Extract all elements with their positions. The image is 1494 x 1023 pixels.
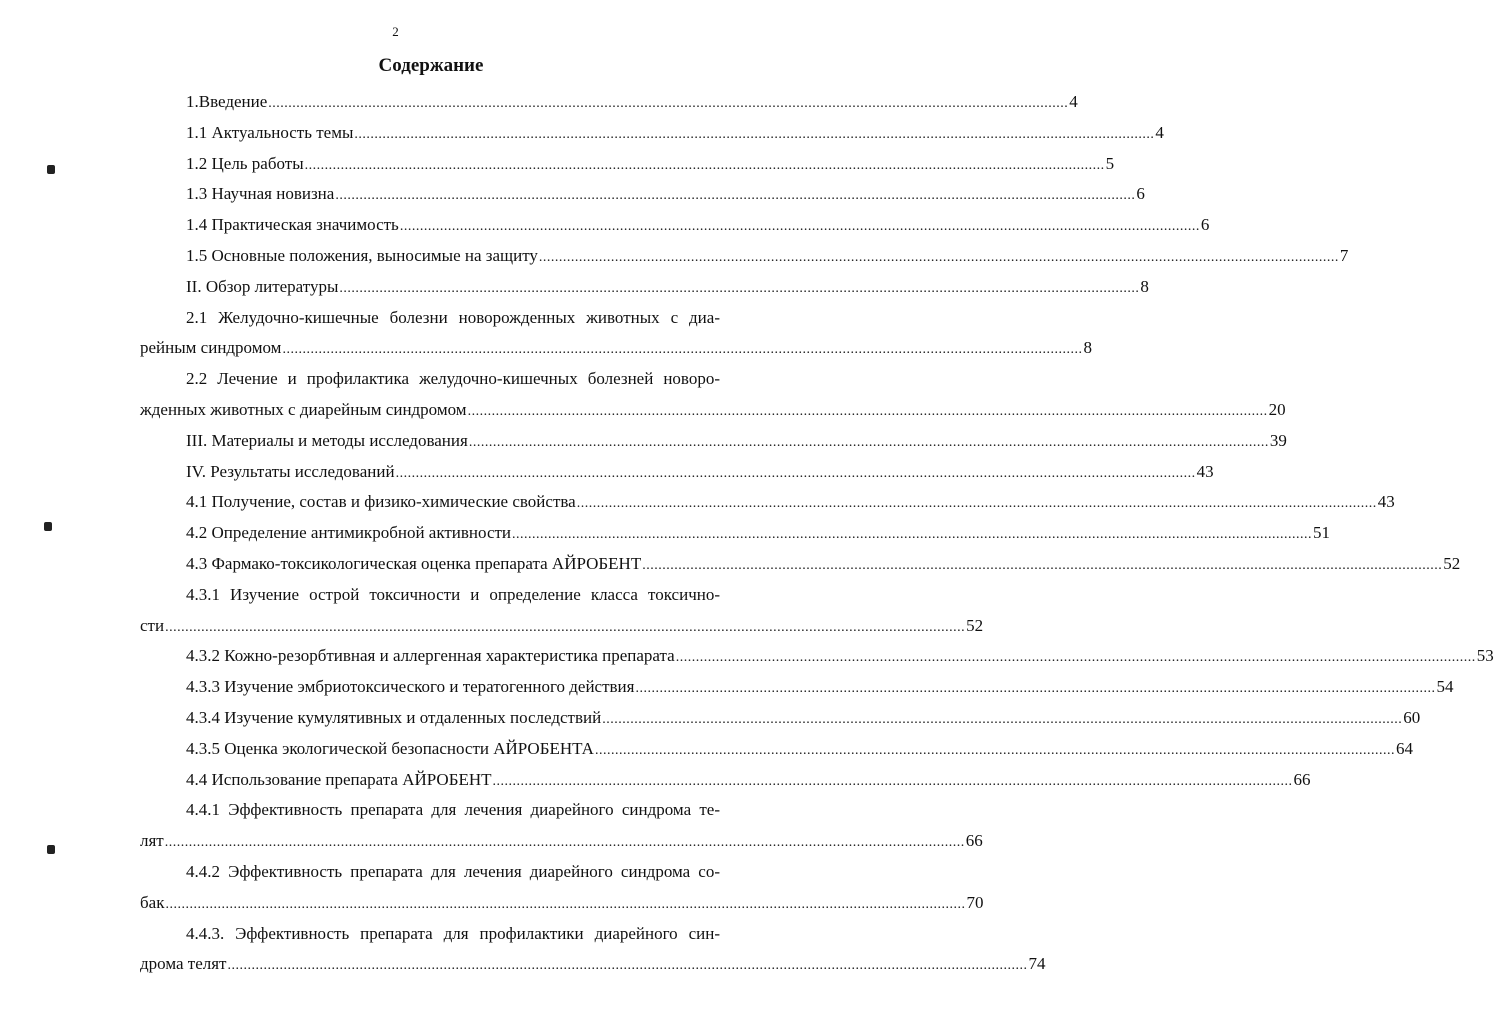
toc-entry-text: IV. Результаты исследований <box>186 461 395 481</box>
toc-page-number: 43 <box>1196 461 1214 481</box>
toc-entry-text: сти <box>140 615 165 635</box>
toc-entry-text: 1.5 Основные положения, выносимые на защиту <box>186 246 538 265</box>
toc-entry-text: 1.2 Цель работы <box>186 153 304 173</box>
toc-page-number: 54 <box>1436 677 1454 697</box>
toc-page-number: 64 <box>1395 738 1413 758</box>
toc-entry-text: рейным синдромом <box>140 338 282 358</box>
toc-entry-text: 4.4.2 Эффективность препарата для лечения диарейного синдрома со- <box>186 862 720 881</box>
toc-entry <box>140 891 984 915</box>
toc-entry-line1 <box>140 798 720 822</box>
toc-entry <box>140 460 1214 484</box>
toc-page-number: 74 <box>1028 954 1046 974</box>
dot-leader: ........................................................................................................................................................................................................ <box>602 712 1403 727</box>
page-number: 2 <box>392 24 399 39</box>
toc-entry-line1 <box>140 922 720 946</box>
toc-entry-text: 4.3.5 Оценка экологической безопасности АЙРОБЕНТА <box>186 738 594 758</box>
toc-entry <box>140 552 1461 576</box>
toc-page-number: 52 <box>966 615 984 635</box>
toc-page-number: 53 <box>1476 646 1494 666</box>
toc-entry-text: 4.2 Определение антимикробной активности <box>186 523 512 543</box>
toc-page-number: 4 <box>1155 122 1164 142</box>
dot-leader: ........................................................................................................................................................................................................ <box>395 465 1196 481</box>
dot-leader: ........................................................................................................................................................................................................ <box>642 558 1443 573</box>
scan-artifact <box>47 845 55 854</box>
toc-page-number: 4 <box>1069 92 1078 111</box>
toc-page-number: 8 <box>1140 276 1149 296</box>
scan-artifact <box>44 522 52 531</box>
toc-page-number: 8 <box>1083 338 1092 358</box>
toc-entry <box>140 398 1286 422</box>
dot-leader: ........................................................................................................................................................................................................ <box>468 434 1269 450</box>
toc-entry-text: 4.3.4 Изучение кумулятивных и отдаленных последствий <box>186 708 602 727</box>
toc-entry <box>140 275 1149 299</box>
toc-entry-text: 4.3.1 Изучение острой токсичности и определение класса токсично- <box>186 584 720 604</box>
toc-entry <box>140 152 1115 176</box>
toc-entry-text: лят <box>140 831 164 851</box>
toc-entry <box>140 829 983 853</box>
dot-leader: ........................................................................................................................................................................................................ <box>467 404 1268 419</box>
toc-entry-text: 2.1 Желудочно-кишечные болезни новорожденных животных с диа- <box>186 307 720 327</box>
toc-entry <box>140 952 1046 976</box>
toc-entry <box>140 521 1331 545</box>
toc-entry-text: 4.3.2 Кожно-резорбтивная и аллергенная характеристика препарата <box>186 646 675 666</box>
dot-leader: ........................................................................................................................................................................................................ <box>164 835 965 851</box>
dot-leader: ........................................................................................................................................................................................................ <box>512 527 1313 543</box>
toc-page-number: 66 <box>965 831 983 851</box>
toc-entry-text: 2.2 Лечение и профилактика желудочно-кишечных болезней новоро- <box>186 369 720 389</box>
toc-entry-text: 4.4.3. Эффективность препарата для профилактики диарейного син- <box>186 923 720 943</box>
toc-page-number: 20 <box>1268 400 1286 419</box>
toc-page-number: 39 <box>1269 430 1287 450</box>
toc-entry <box>140 644 1494 668</box>
toc-entry <box>140 213 1210 237</box>
toc-entry <box>140 490 1395 514</box>
toc-entry-text: II. Обзор литературы <box>186 276 339 296</box>
toc-entry <box>140 336 1092 360</box>
toc-entry <box>140 90 1078 114</box>
dot-leader: ........................................................................................................................................................................................................ <box>594 742 1395 758</box>
toc-entry-text: жденных животных с диарейным синдромом <box>140 400 467 419</box>
toc-entry <box>140 182 1145 206</box>
toc-page-number: 51 <box>1313 523 1331 543</box>
toc-entry-line1 <box>140 367 720 391</box>
toc-entry <box>140 675 1454 699</box>
toc-page-number: 6 <box>1136 184 1145 204</box>
dot-leader: ........................................................................................................................................................................................................ <box>635 681 1436 697</box>
toc-entry-line1 <box>140 583 720 607</box>
dot-leader: ........................................................................................................................................................................................................ <box>576 496 1377 512</box>
toc-page-number: 70 <box>966 892 984 912</box>
toc-page-number: 6 <box>1200 215 1210 235</box>
toc-entry-text: 4.4 Использование препарата АЙРОБЕНТ <box>186 769 492 789</box>
dot-leader: ........................................................................................................................................................................................................ <box>492 773 1293 789</box>
dot-leader: ........................................................................................................................................................................................................ <box>304 157 1105 173</box>
dot-leader: ........................................................................................................................................................................................................ <box>268 96 1069 111</box>
toc-entry-text: 4.1 Получение, состав и физико-химические свойства <box>186 492 576 512</box>
toc-entry-line1 <box>140 860 720 884</box>
toc-entry-line1 <box>140 306 720 330</box>
dot-leader: ........................................................................................................................................................................................................ <box>399 219 1200 235</box>
toc-entry-text: 4.4.1 Эффективность препарата для лечения диарейного синдрома те- <box>186 800 720 820</box>
toc-entry <box>140 121 1164 145</box>
toc-page-number: 66 <box>1293 769 1311 789</box>
toc-page-number: 7 <box>1339 246 1349 265</box>
toc-page-number: 43 <box>1377 492 1395 512</box>
toc-entry-text: III. Материалы и методы исследования <box>186 430 468 450</box>
dot-leader: ........................................................................................................................................................................................................ <box>354 126 1155 142</box>
dot-leader: ........................................................................................................................................................................................................ <box>165 896 966 912</box>
toc-entry <box>140 768 1311 792</box>
toc-entry-text: 4.3 Фармако-токсикологическая оценка препарата АЙРОБЕНТ <box>186 554 642 573</box>
dot-leader: ........................................................................................................................................................................................................ <box>227 958 1028 974</box>
toc-entry <box>140 737 1413 761</box>
toc-page-number: 60 <box>1403 708 1421 727</box>
toc-entry-text: 1.3 Научная новизна <box>186 184 335 204</box>
toc-entry-text: 1.4 Практическая значимость <box>186 215 399 235</box>
dot-leader: ........................................................................................................................................................................................................ <box>675 650 1476 666</box>
scan-artifact <box>47 165 55 174</box>
toc-entry <box>140 429 1287 453</box>
dot-leader: ........................................................................................................................................................................................................ <box>282 342 1083 358</box>
dot-leader: ........................................................................................................................................................................................................ <box>339 280 1140 296</box>
toc-entry-text: дрома телят <box>140 954 227 974</box>
dot-leader: ........................................................................................................................................................................................................ <box>165 619 966 635</box>
toc-entry-text: 1.1 Актуальность темы <box>186 122 354 142</box>
toc-entry-text: 4.3.3 Изучение эмбриотоксического и тератогенного действия <box>186 677 635 697</box>
toc-entry-text: 1.Введение <box>186 92 268 111</box>
toc-entry <box>140 706 1421 730</box>
dot-leader: ........................................................................................................................................................................................................ <box>335 188 1136 204</box>
page-title: Содержание <box>378 55 484 76</box>
dot-leader: ........................................................................................................................................................................................................ <box>538 250 1339 265</box>
toc-entry-text: бак <box>140 892 165 912</box>
toc-page-number: 52 <box>1443 554 1461 573</box>
toc-entry <box>140 244 1349 268</box>
toc-page-number: 5 <box>1105 153 1115 173</box>
toc-entry <box>140 614 984 638</box>
